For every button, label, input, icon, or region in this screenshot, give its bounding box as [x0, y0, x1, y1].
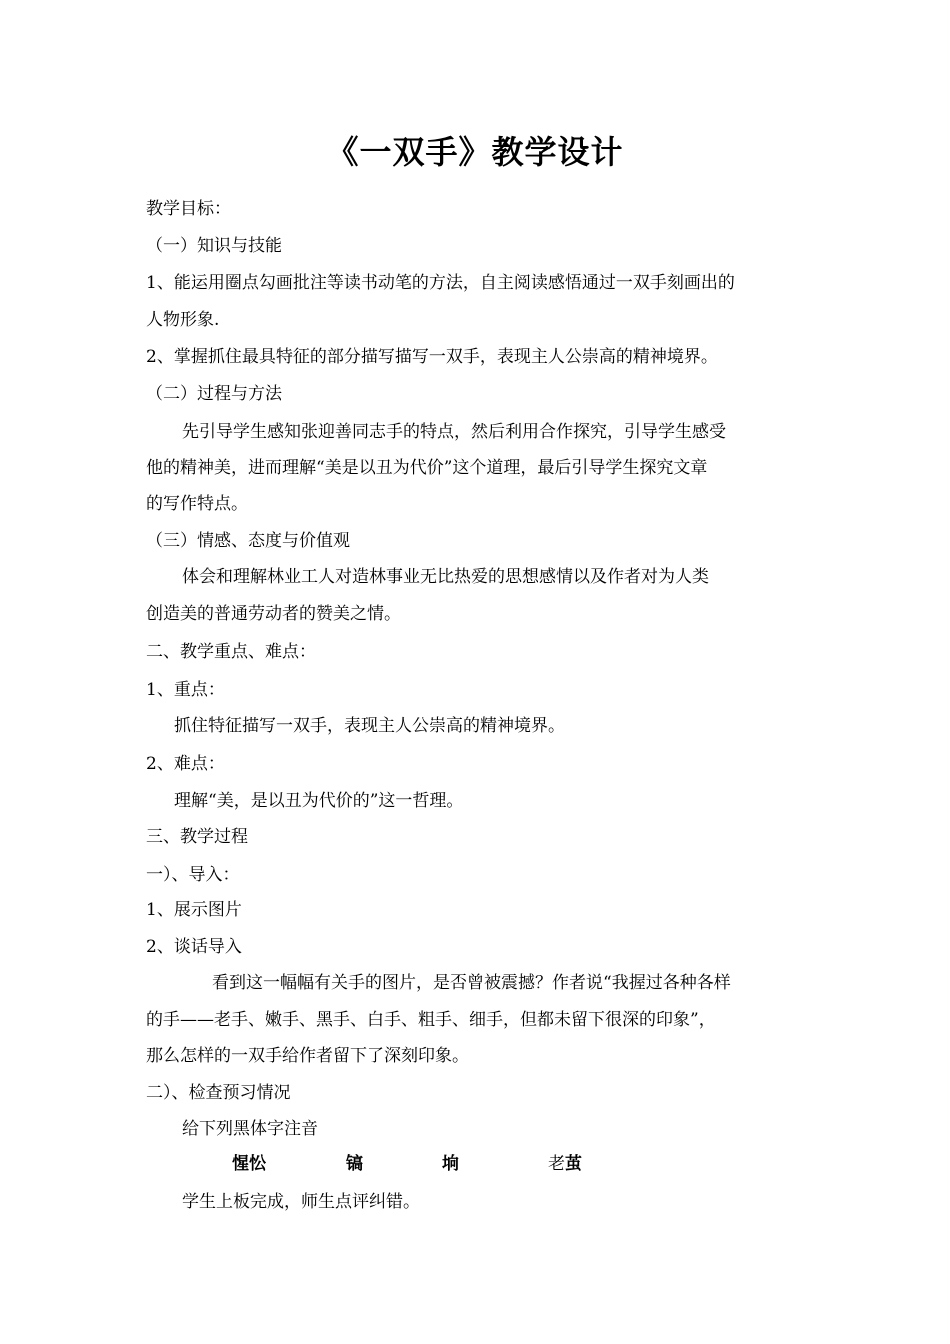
paragraph-line: 抓住特征描写一双手，表现主人公崇高的精神境界。: [174, 716, 565, 736]
pinyin-word-bold: 茧: [565, 1154, 582, 1174]
subsection-heading: （二）过程与方法: [146, 384, 282, 404]
pinyin-word: [548, 1154, 582, 1174]
pinyin-word: 镐: [346, 1154, 363, 1174]
list-item: 1、展示图片: [146, 900, 242, 920]
subsection-heading: （一）知识与技能: [146, 236, 282, 256]
paragraph-line: 他的精神美，进而理解“美是以丑为代价”这个道理，最后引导学生探究文章: [146, 458, 708, 478]
paragraph-line: 那么怎样的一双手给作者留下了深刻印象。: [146, 1046, 469, 1066]
paragraph-line: 创造美的普通劳动者的赞美之情。: [146, 604, 401, 624]
paragraph-line: 看到这一幅幅有关手的图片，是否曾被震撼？作者说“我握过各种各样: [212, 973, 731, 993]
pinyin-word: 惺忪: [232, 1154, 266, 1174]
paragraph-line: 给下列黑体字注音: [182, 1119, 318, 1139]
paragraph-line: 2、掌握抓住最具特征的部分描写描写一双手，表现主人公崇高的精神境界。: [146, 347, 718, 367]
subsection-heading: （三）情感、态度与价值观: [146, 531, 350, 551]
paragraph-line: 体会和理解林业工人对造林事业无比热爱的思想感情以及作者对为人类: [182, 567, 709, 587]
pinyin-word-prefix: 老: [548, 1154, 565, 1174]
list-item-heading: 1、重点：: [146, 680, 225, 700]
paragraph-line: 的写作特点。: [146, 494, 248, 514]
step-heading: 二）、检查预习情况: [146, 1083, 291, 1103]
paragraph-line: 的手——老手、嫩手、黑手、白手、粗手、细手，但都未留下很深的印象”，: [146, 1010, 716, 1030]
step-heading: 一）、导入：: [146, 865, 240, 885]
paragraph-line: 先引导学生感知张迎善同志手的特点，然后利用合作探究，引导学生感受: [182, 422, 726, 442]
paragraph-line: 理解“美，是以丑为代价的”这一哲理。: [174, 791, 464, 811]
list-item: 2、谈话导入: [146, 937, 242, 957]
section-heading: 三、教学过程: [146, 827, 248, 847]
list-item-heading: 2、难点：: [146, 754, 225, 774]
section-heading-objectives: 教学目标：: [146, 199, 231, 219]
pinyin-word-row: [0, 1154, 950, 1176]
section-heading: 二、教学重点、难点：: [146, 642, 316, 662]
document-title: 《一双手》教学设计: [326, 133, 624, 171]
pinyin-word: 垧: [442, 1154, 459, 1174]
paragraph-line: 1、能运用圈点勾画批注等读书动笔的方法，自主阅读感悟通过一双手刻画出的: [146, 273, 735, 293]
paragraph-line: 人物形象.: [146, 310, 220, 330]
paragraph-line: 学生上板完成，师生点评纠错。: [182, 1192, 420, 1212]
